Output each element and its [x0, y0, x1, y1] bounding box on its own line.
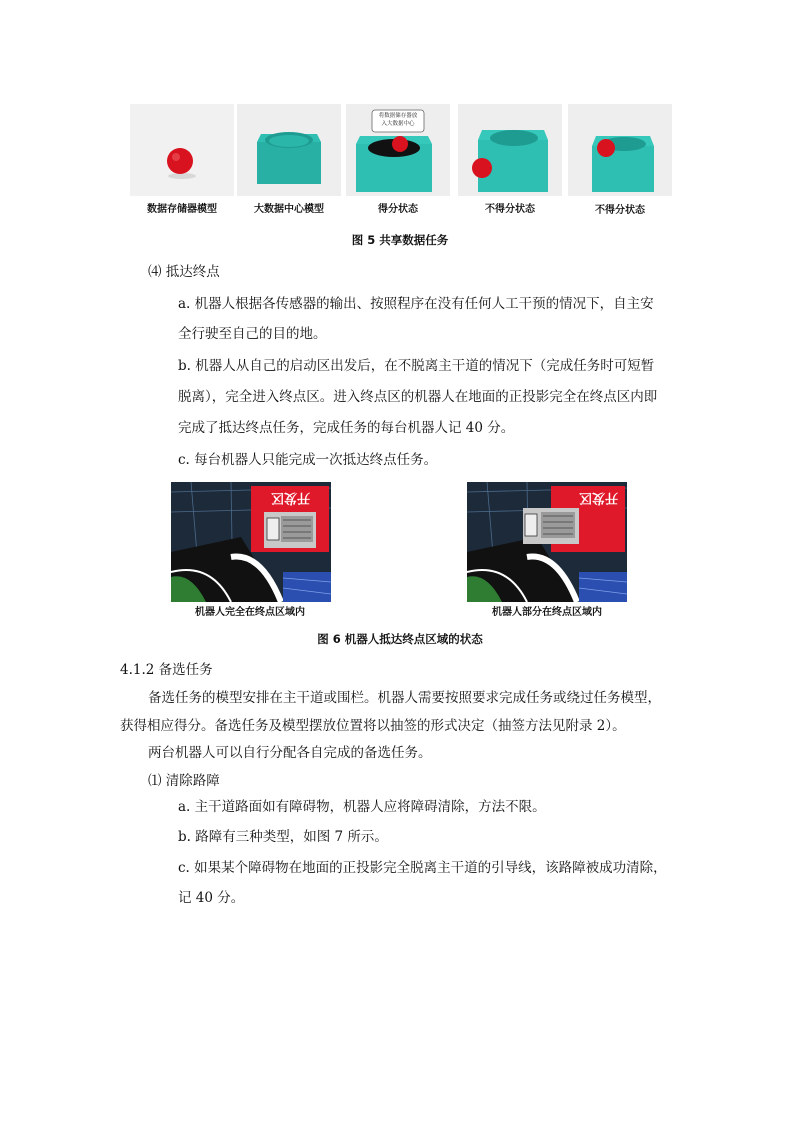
section4-para-b-line1: b. 机器人从自己的启动区出发后，在不脱离主干道的情况下（完成任务时可短暂 [178, 358, 655, 374]
figure5-caption-2: 大数据中心模型 [254, 204, 324, 215]
figure6-image-partially-inside [467, 482, 627, 602]
section-412-item-c-line1: c. 如果某个障碍物在地面的正投影完全脱离主干道的引导线，该路障被成功清除， [178, 860, 667, 876]
section4-para-a-line1: a. 机器人根据各传感器的输出、按照程序在没有任何人工干预的情况下，自主安 [178, 296, 654, 312]
figure-5 [130, 104, 672, 214]
zone-sign-text-2: 开发区 [579, 490, 619, 505]
figure6-caption-1: 机器人完全在终点区域内 [195, 607, 305, 618]
section4-heading: ⑷ 抵达终点 [148, 264, 220, 280]
figure5-caption-4: 不得分状态 [485, 204, 535, 215]
data-center-box-image [237, 104, 341, 196]
figure5-caption-3: 得分状态 [378, 204, 418, 215]
not-scoring-state-image-1 [458, 104, 562, 196]
bubble-line-1: 将数据储存器放 [378, 113, 418, 119]
figure5-image-data-storage [130, 104, 234, 196]
zone-sign-text-1: 开发区 [271, 490, 311, 505]
section-412-item-b: b. 路障有三种类型，如图 7 所示。 [178, 829, 388, 845]
figure5-image-not-scoring-1 [458, 104, 562, 196]
section-412-p1-line2: 获得相应得分。备选任务及模型摆放位置将以抽签的形式决定（抽签方法见附录 2）。 [120, 718, 626, 734]
section-412-item-c-line2: 记 40 分。 [178, 890, 245, 906]
figure5-caption-5: 不得分状态 [595, 205, 645, 216]
figure5-image-scoring [346, 104, 450, 196]
figure5-caption-1: 数据存储器模型 [147, 204, 217, 215]
figure5-image-not-scoring-2 [568, 104, 672, 196]
figure5-image-data-center [237, 104, 341, 196]
data-storage-ball-image [130, 104, 234, 196]
figure6-caption-2: 机器人部分在终点区域内 [492, 607, 602, 618]
section-412-p2: 两台机器人可以自行分配各自完成的备选任务。 [148, 745, 432, 761]
section4-para-b-line2: 脱离），完全进入终点区。进入终点区的机器人在地面的正投影完全在终点区内即 [178, 389, 658, 405]
not-scoring-state-image-2 [568, 104, 672, 196]
bubble-line-2: 入大数据中心 [381, 121, 415, 127]
figure6-image-fully-inside [171, 482, 331, 602]
section-412-p1-line1: 备选任务的模型安排在主干道或围栏。机器人需要按照要求完成任务或绕过任务模型， [148, 690, 661, 706]
section-412-heading: 4.1.2 备选任务 [120, 662, 213, 678]
section4-para-a-line2: 全行驶至自己的目的地。 [178, 326, 327, 342]
section4-para-b-line3: 完成了抵达终点任务，完成任务的每台机器人记 40 分。 [178, 420, 515, 436]
section-412-sub1-heading: ⑴ 清除路障 [148, 773, 220, 789]
figure5-title: 图 5 共享数据任务 [351, 233, 449, 247]
section4-para-c: c. 每台机器人只能完成一次抵达终点任务。 [178, 452, 438, 468]
section-412-item-a: a. 主干道路面如有障碍物，机器人应将障碍清除，方法不限。 [178, 799, 546, 815]
figure6-title: 图 6 机器人抵达终点区域的状态 [317, 632, 483, 646]
